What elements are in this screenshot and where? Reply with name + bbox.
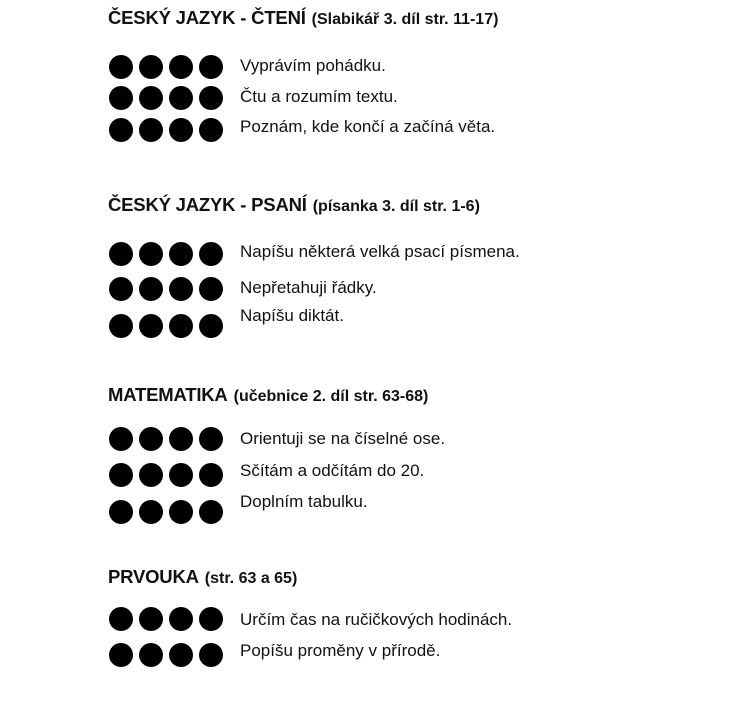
list-item bbox=[108, 53, 708, 81]
item-text: Nepřetahuji řádky. bbox=[240, 278, 377, 297]
neutral-face-icon[interactable] bbox=[108, 276, 134, 302]
smile-face-icon[interactable] bbox=[168, 313, 194, 339]
section-heading bbox=[108, 567, 297, 589]
rating-faces bbox=[108, 461, 228, 489]
section-heading bbox=[108, 195, 480, 217]
item-text: Popíšu proměny v přírodě. bbox=[240, 641, 441, 660]
neutral-face-icon[interactable] bbox=[108, 85, 134, 111]
slight-smile-face-icon[interactable] bbox=[138, 54, 164, 80]
slight-smile-face-icon[interactable] bbox=[138, 276, 164, 302]
slight-smile-face-icon[interactable] bbox=[138, 85, 164, 111]
neutral-face-icon[interactable] bbox=[108, 606, 134, 632]
slight-smile-face-icon[interactable] bbox=[138, 606, 164, 632]
rating-faces bbox=[108, 116, 228, 144]
section-subtitle: (písanka 3. díl str. 1-6) bbox=[312, 198, 480, 215]
list-item bbox=[108, 275, 708, 303]
grin-face-icon[interactable] bbox=[198, 462, 224, 488]
section-heading bbox=[108, 8, 498, 30]
neutral-face-icon[interactable] bbox=[108, 426, 134, 452]
rating-faces bbox=[108, 275, 228, 303]
section-title: ČESKÝ JAZYK - PSANÍ bbox=[108, 194, 307, 215]
slight-smile-face-icon[interactable] bbox=[138, 499, 164, 525]
smile-face-icon[interactable] bbox=[168, 241, 194, 267]
rating-faces bbox=[108, 425, 228, 453]
rating-faces bbox=[108, 53, 228, 81]
grin-face-icon[interactable] bbox=[198, 426, 224, 452]
neutral-face-icon[interactable] bbox=[108, 54, 134, 80]
neutral-face-icon[interactable] bbox=[108, 313, 134, 339]
list-item bbox=[108, 306, 708, 340]
smile-face-icon[interactable] bbox=[168, 85, 194, 111]
list-item bbox=[108, 425, 708, 453]
smile-face-icon[interactable] bbox=[168, 606, 194, 632]
list-item bbox=[108, 461, 708, 489]
smile-face-icon[interactable] bbox=[168, 54, 194, 80]
section-title: PRVOUKA bbox=[108, 566, 199, 587]
neutral-face-icon[interactable] bbox=[108, 462, 134, 488]
section-title: ČESKÝ JAZYK - ČTENÍ bbox=[108, 7, 306, 28]
smile-face-icon[interactable] bbox=[168, 642, 194, 668]
grin-face-icon[interactable] bbox=[198, 117, 224, 143]
item-text: Doplním tabulku. bbox=[240, 492, 368, 511]
grin-face-icon[interactable] bbox=[198, 313, 224, 339]
rating-faces bbox=[108, 84, 228, 112]
slight-smile-face-icon[interactable] bbox=[138, 426, 164, 452]
smile-face-icon[interactable] bbox=[168, 117, 194, 143]
neutral-face-icon[interactable] bbox=[108, 117, 134, 143]
item-text: Vyprávím pohádku. bbox=[240, 56, 386, 75]
list-item bbox=[108, 116, 708, 144]
item-text: Čtu a rozumím textu. bbox=[240, 87, 398, 106]
neutral-face-icon[interactable] bbox=[108, 499, 134, 525]
grin-face-icon[interactable] bbox=[198, 276, 224, 302]
grin-face-icon[interactable] bbox=[198, 499, 224, 525]
section-subtitle: (str. 63 a 65) bbox=[204, 570, 298, 587]
grin-face-icon[interactable] bbox=[198, 606, 224, 632]
slight-smile-face-icon[interactable] bbox=[138, 462, 164, 488]
rating-faces bbox=[108, 312, 228, 340]
item-text: Sčítám a odčítám do 20. bbox=[240, 461, 425, 480]
list-item bbox=[108, 84, 708, 112]
slight-smile-face-icon[interactable] bbox=[138, 642, 164, 668]
list-item bbox=[108, 641, 708, 669]
rating-faces bbox=[108, 605, 228, 633]
list-item bbox=[108, 240, 708, 268]
item-text: Napíšu diktát. bbox=[240, 306, 344, 325]
item-text: Poznám, kde končí a začíná věta. bbox=[240, 117, 496, 136]
smile-face-icon[interactable] bbox=[168, 426, 194, 452]
rating-faces bbox=[108, 498, 228, 526]
grin-face-icon[interactable] bbox=[198, 85, 224, 111]
slight-smile-face-icon[interactable] bbox=[138, 241, 164, 267]
neutral-face-icon[interactable] bbox=[108, 241, 134, 267]
grin-face-icon[interactable] bbox=[198, 241, 224, 267]
slight-smile-face-icon[interactable] bbox=[138, 313, 164, 339]
rating-faces bbox=[108, 641, 228, 669]
list-item bbox=[108, 605, 708, 633]
item-text: Napíšu některá velká psací písmena. bbox=[240, 242, 520, 261]
section-subtitle: (Slabikář 3. díl str. 11-17) bbox=[311, 11, 499, 28]
smile-face-icon[interactable] bbox=[168, 499, 194, 525]
rating-faces bbox=[108, 240, 228, 268]
item-text: Orientuji se na číselné ose. bbox=[240, 429, 446, 448]
slight-smile-face-icon[interactable] bbox=[138, 117, 164, 143]
smile-face-icon[interactable] bbox=[168, 462, 194, 488]
section-title: MATEMATIKA bbox=[108, 384, 228, 405]
list-item bbox=[108, 492, 708, 526]
section-subtitle: (učebnice 2. díl str. 63-68) bbox=[233, 388, 429, 405]
smile-face-icon[interactable] bbox=[168, 276, 194, 302]
section-heading bbox=[108, 385, 428, 407]
grin-face-icon[interactable] bbox=[198, 54, 224, 80]
neutral-face-icon[interactable] bbox=[108, 642, 134, 668]
item-text: Určím čas na ručičkových hodinách. bbox=[240, 610, 513, 629]
grin-face-icon[interactable] bbox=[198, 642, 224, 668]
